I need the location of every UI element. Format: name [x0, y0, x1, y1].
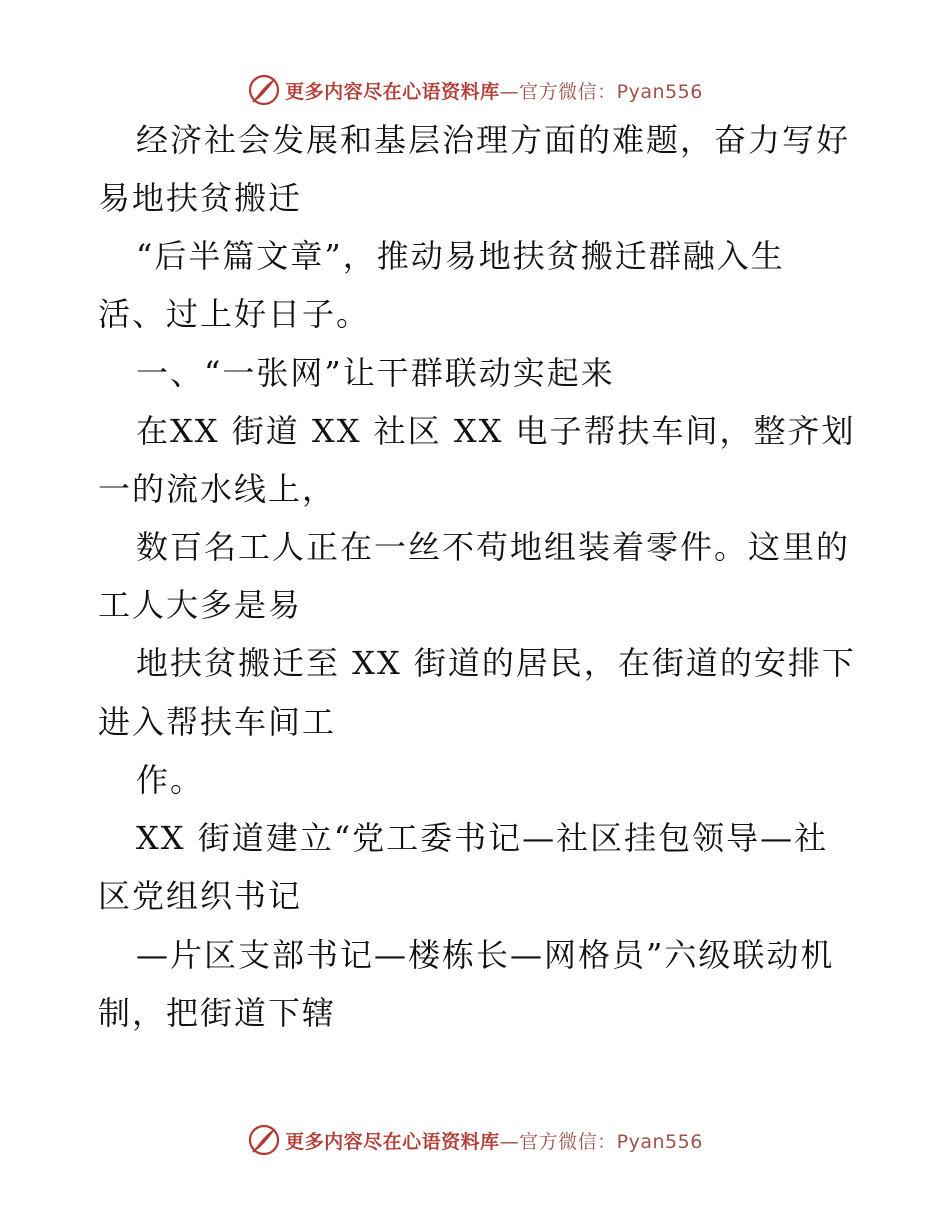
footer-banner-text: [285, 1127, 703, 1154]
text-line: 工人大多是易: [98, 586, 303, 624]
footer-brand-text: 更多内容尽在心语资料库: [285, 1130, 500, 1153]
text-line: 区党组织书记: [98, 877, 303, 915]
text-line: 数百名工人正在一丝不苟地组装着零件。这里的: [136, 528, 851, 566]
text-line: 作。: [136, 761, 205, 799]
text-line: —片区支部书记—楼栋长—网格员”六级联动机: [136, 936, 835, 974]
header-banner-text: [285, 77, 703, 104]
feather-logo-icon: [247, 73, 281, 107]
text-line: “后半篇文章”，推动易地扶贫搬迁群融入生: [136, 237, 785, 275]
text-line: XX 街道建立“党工委书记—社区挂包领导—社: [136, 819, 829, 857]
text-line: 进入帮扶车间工: [98, 703, 337, 741]
header-contact-text: 官方微信：Pyan556: [519, 80, 703, 103]
text-line: 制，把街道下辖: [98, 994, 337, 1032]
footer-separator: —: [499, 1130, 520, 1153]
header-brand-text: 更多内容尽在心语资料库: [285, 80, 500, 103]
text-line: 易地扶贫搬迁: [98, 179, 303, 217]
footer-banner: [0, 1120, 950, 1160]
header-banner: [0, 70, 950, 110]
text-line: 一的流水线上，: [98, 470, 337, 508]
text-line: 活、过上好日子。: [98, 295, 371, 333]
header-separator: —: [499, 80, 520, 103]
text-line: 在XX 街道 XX 社区 XX 电子帮扶车间，整齐划: [136, 412, 856, 450]
footer-contact-text: 官方微信：Pyan556: [519, 1130, 703, 1153]
text-line: 经济社会发展和基层治理方面的难题，奋力写好: [136, 121, 851, 159]
section-heading: 一、“一张网”让干群联动实起来: [136, 354, 615, 392]
text-line: 地扶贫搬迁至 XX 街道的居民，在街道的安排下: [136, 644, 856, 682]
feather-logo-icon: [247, 1123, 281, 1157]
